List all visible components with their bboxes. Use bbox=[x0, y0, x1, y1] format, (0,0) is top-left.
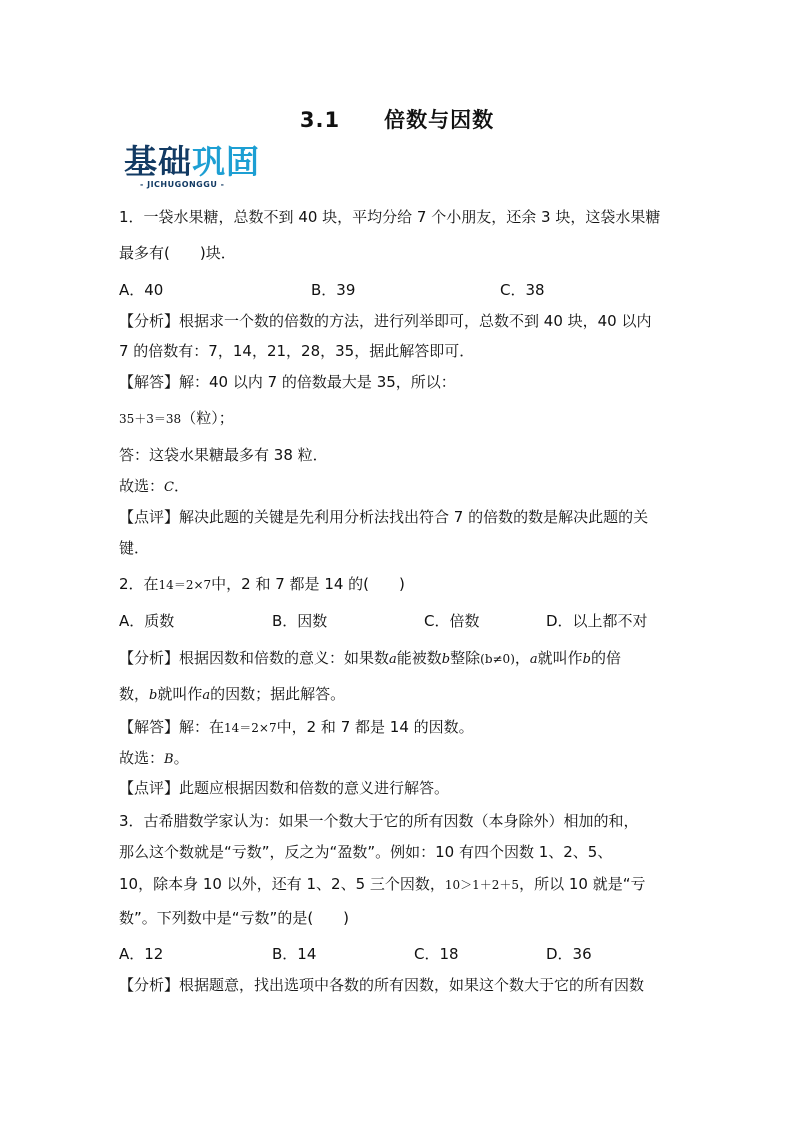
q1-answer: 【解答】解：40 以内 7 的倍数最大是 35，所以： bbox=[119, 373, 456, 391]
q1-formula-unit: （粒）； bbox=[181, 409, 234, 427]
q1-comment-line1: 【点评】解决此题的关键是先利用分析法找出符合 7 的倍数的数是解决此题的关 bbox=[119, 508, 649, 526]
q3-option-b: B．14 bbox=[272, 945, 317, 963]
q1-stem-line2: 最多有( )块． bbox=[119, 244, 236, 262]
q3-option-c: C．18 bbox=[414, 945, 459, 963]
q2-choice: 故选：B。 bbox=[119, 749, 189, 767]
q2-condition: (b≠0) bbox=[480, 652, 515, 666]
page-title bbox=[0, 104, 794, 134]
q1-analysis-line1: 【分析】根据求一个数的倍数的方法，进行列举即可，总数不到 40 块，40 以内 bbox=[119, 312, 652, 330]
q2-analysis-line2: 数，b就叫作a的因数；据此解答。 bbox=[119, 685, 346, 703]
q1-option-c: C．38 bbox=[500, 281, 545, 299]
q1-formula: 35＋3＝38 bbox=[119, 412, 182, 426]
q1-answer-sentence: 答：这袋水果糖最多有 38 粒． bbox=[119, 446, 328, 464]
section-banner bbox=[122, 142, 268, 194]
q1-option-b: B．39 bbox=[311, 281, 356, 299]
q1-analysis-line2: 7 的倍数有：7，14，21，28，35，据此解答即可． bbox=[119, 342, 475, 360]
q3-stem-line4: 数”。下列数中是“亏数”的是( ) bbox=[119, 909, 350, 927]
q1-option-a: A．40 bbox=[119, 281, 164, 299]
q2-option-d: D．以上都不对 bbox=[546, 612, 648, 630]
q2-answer-formula: 14＝2×7 bbox=[224, 721, 277, 735]
q2-analysis-line1: 【分析】根据因数和倍数的意义：如果数a能被数b整除(b≠0)，a就叫作b的倍 bbox=[119, 649, 622, 667]
q2-stem-formula: 14＝2×7 bbox=[158, 578, 212, 592]
q2-option-b: B．因数 bbox=[272, 612, 328, 630]
q1-formula-line bbox=[119, 408, 234, 429]
q2-comment: 【点评】此题应根据因数和倍数的意义进行解答。 bbox=[119, 779, 450, 797]
q2-answer: 【解答】解：在14＝2×7中，2 和 7 都是 14 的因数。 bbox=[119, 718, 474, 736]
q1-comment-line2: 键． bbox=[119, 539, 150, 557]
q2-option-c: C．倍数 bbox=[424, 612, 480, 630]
q3-stem-line3: 10，除本身 10 以外，还有 1、2、5 三个因数，10＞1＋2＋5，所以 10 就是“亏 bbox=[119, 875, 646, 893]
q1-choice: 故选：C． bbox=[119, 477, 189, 495]
q2-option-a: A．质数 bbox=[119, 612, 175, 630]
q2-stem: 2．在14＝2×7中，2 和 7 都是 14 的( ) bbox=[119, 575, 405, 593]
banner-subtitle: - JICHUGONGGU - bbox=[140, 180, 225, 189]
section-title: 倍数与因数 bbox=[384, 108, 495, 132]
q1-choice-letter: C bbox=[164, 480, 174, 495]
q3-stem-line1: 3．古希腊数学家认为：如果一个数大于它的所有因数（本身除外）相加的和， bbox=[119, 812, 639, 830]
q3-stem-formula: 10＞1＋2＋5 bbox=[444, 878, 520, 892]
q2-choice-letter: B bbox=[164, 752, 174, 767]
q3-stem-line2: 那么这个数就是“亏数”，反之为“盈数”。例如：10 有四个因数 1、2、5、 bbox=[119, 843, 613, 861]
section-number: 3.1 bbox=[299, 108, 341, 132]
q3-analysis: 【分析】根据题意，找出选项中各数的所有因数，如果这个数大于它的所有因数 bbox=[119, 976, 645, 994]
q1-stem-line1: 1．一袋水果糖，总数不到 40 块，平均分给 7 个小朋友，还余 3 块，这袋水果糖 bbox=[119, 208, 661, 226]
q3-option-a: A．12 bbox=[119, 945, 164, 963]
q3-option-d: D．36 bbox=[546, 945, 592, 963]
banner-logo-text: 基础巩固 bbox=[124, 142, 260, 181]
